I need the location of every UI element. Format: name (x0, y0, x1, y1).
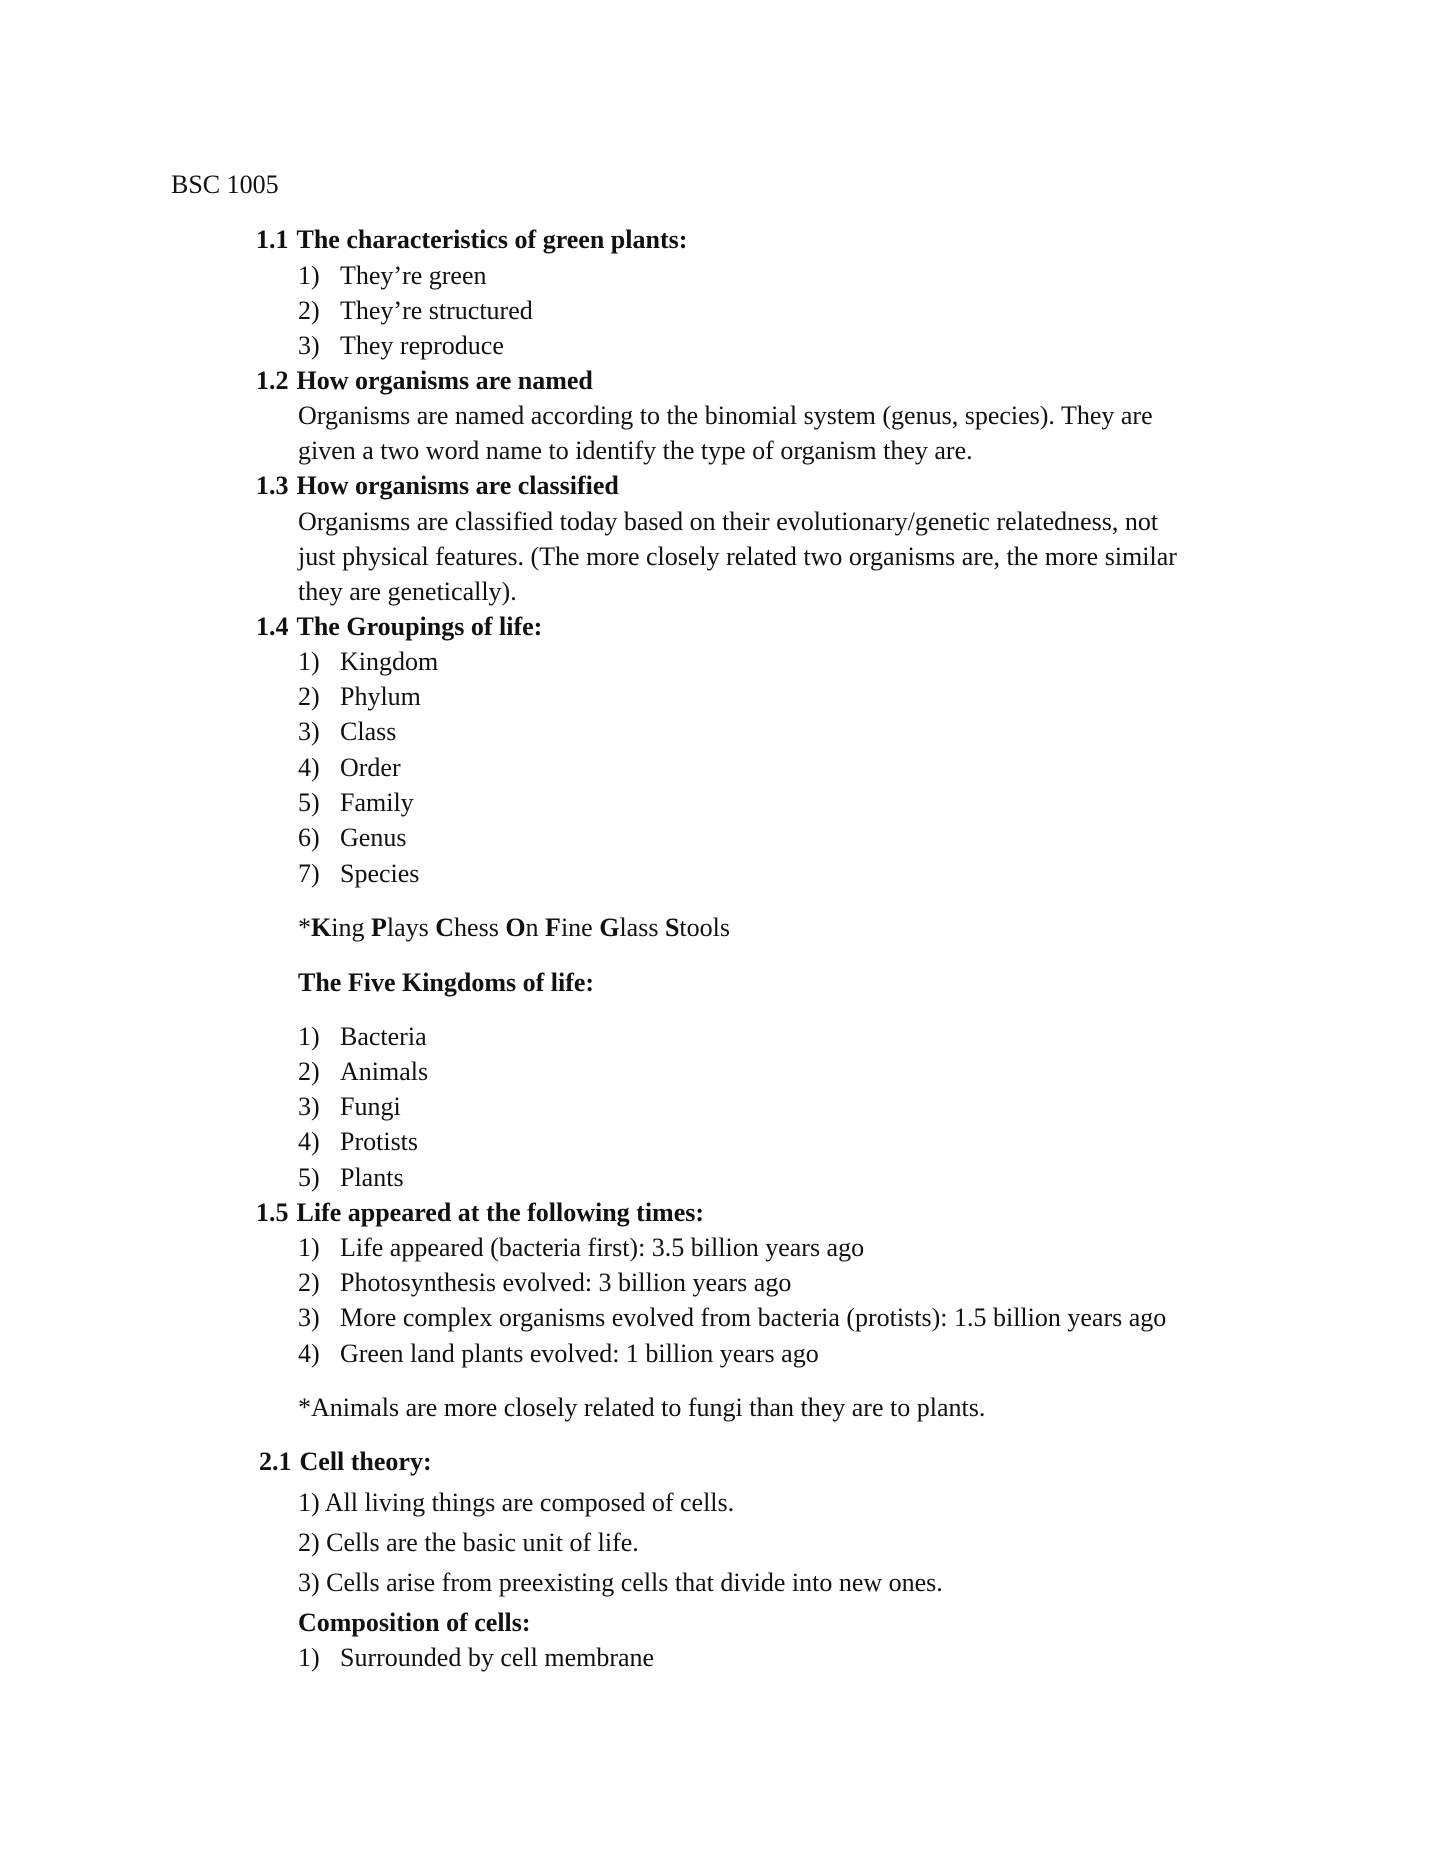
subheading-composition: Composition of cells: (298, 1608, 531, 1637)
section-title: The Groupings of life: (296, 612, 543, 641)
paragraph-line: just physical features. (The more closely related two organisms are, the more similar (298, 542, 1177, 571)
list-item: 7) Species (298, 859, 420, 888)
section-number: 1.1 (256, 225, 289, 254)
list-item: 6) Genus (298, 823, 407, 852)
section-title: Cell theory: (299, 1447, 432, 1476)
list-item: 4) Protists (298, 1127, 419, 1156)
mnemonic: *King Plays Chess On Fine Glass Stools (298, 913, 730, 942)
list-item: 2) Cells are the basic unit of life. (298, 1528, 639, 1557)
note: *Animals are more closely related to fungi than they are to plants. (298, 1393, 986, 1422)
list-item: 3) They reproduce (298, 331, 504, 360)
section-title: Life appeared at the following times: (296, 1198, 705, 1227)
paragraph-line: given a two word name to identify the type of organism they are. (298, 436, 973, 465)
list-item: 1) Surrounded by cell membrane (298, 1643, 655, 1672)
list-item: 2) Photosynthesis evolved: 3 billion years ago (298, 1268, 792, 1297)
section-heading-1-1 (256, 225, 687, 255)
subheading-five-kingdoms: The Five Kingdoms of life: (298, 968, 595, 997)
section-number: 2.1 (259, 1447, 292, 1476)
list-item: 4) Order (298, 753, 401, 782)
list-item: 1) They’re green (298, 261, 487, 290)
course-code: BSC 1005 (171, 170, 279, 199)
section-heading-1-5 (256, 1198, 704, 1228)
section-number: 1.5 (256, 1198, 289, 1227)
section-heading-1-3 (256, 471, 619, 501)
section-heading-1-2 (256, 366, 593, 396)
list-item: 2) They’re structured (298, 296, 533, 325)
paragraph-line: they are genetically). (298, 577, 517, 606)
list-item: 1) Bacteria (298, 1022, 427, 1051)
list-item: 3) Cells arise from preexisting cells that divide into new ones. (298, 1568, 943, 1597)
list-item: 3) Fungi (298, 1092, 401, 1121)
section-number: 1.3 (256, 471, 289, 500)
section-title: How organisms are classified (296, 471, 619, 500)
list-item: 1) All living things are composed of cells. (298, 1488, 735, 1517)
section-number: 1.4 (256, 612, 289, 641)
section-number: 1.2 (256, 366, 289, 395)
list-item: 1) Kingdom (298, 647, 439, 676)
list-item: 2) Animals (298, 1057, 429, 1086)
paragraph-line: Organisms are named according to the binomial system (genus, species). They are (298, 401, 1153, 430)
list-item: 5) Plants (298, 1163, 404, 1192)
list-item: 3) More complex organisms evolved from bacteria (protists): 1.5 billion years ago (298, 1303, 1167, 1332)
list-item: 4) Green land plants evolved: 1 billion years ago (298, 1339, 819, 1368)
paragraph-line: Organisms are classified today based on their evolutionary/genetic relatedness, not (298, 507, 1159, 536)
list-item: 3) Class (298, 717, 397, 746)
list-item: 1) Life appeared (bacteria first): 3.5 billion years ago (298, 1233, 865, 1262)
section-title: The characteristics of green plants: (296, 225, 688, 254)
section-heading-2-1 (259, 1447, 432, 1477)
section-title: How organisms are named (296, 366, 593, 395)
list-item: 5) Family (298, 788, 414, 817)
list-item: 2) Phylum (298, 682, 421, 711)
section-heading-1-4 (256, 612, 542, 642)
